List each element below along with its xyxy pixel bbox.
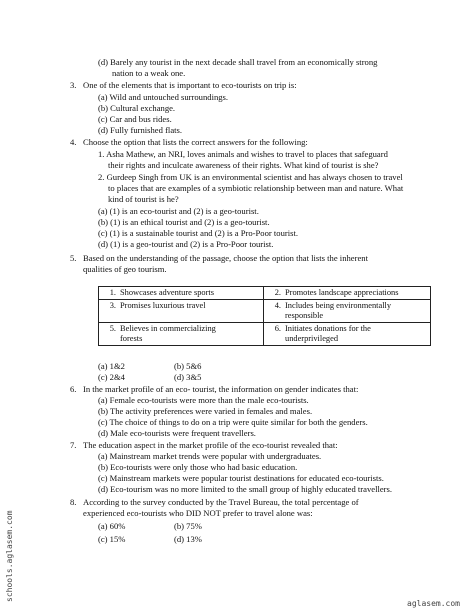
q8-option-c: (c) 15% — [98, 534, 126, 544]
item-text: responsible — [285, 311, 324, 320]
q4-option-c: (c) (1) is a sustainable tourist and (2) is a Pro-Poor tourist. — [98, 228, 299, 238]
footer-watermark: aglasem.com — [407, 599, 460, 608]
table-row — [99, 300, 431, 323]
qualities-table — [98, 286, 431, 346]
q7-number: 7. — [70, 440, 77, 450]
q4-option-a: (a) (1) is an eco-tourist and (2) is a geo-tourist. — [98, 206, 259, 216]
q2-option-d-line2: nation to a weak one. — [112, 68, 186, 78]
item-text: Initiates donations for the — [285, 324, 371, 333]
q8-option-d: (d) 13% — [174, 534, 202, 544]
q5-option-a: (a) 1&2 — [98, 361, 125, 371]
item-text: Promises luxurious travel — [120, 301, 206, 310]
q3-option-c: (c) Car and bus rides. — [98, 114, 172, 124]
table-cell — [264, 300, 431, 323]
q7-option-d: (d) Eco-tourism was no more limited to the small group of highly educated travellers. — [98, 484, 393, 494]
item-number: 5. — [109, 324, 116, 333]
q7-option-c: (c) Mainstream markets were popular tourist destinations for educated eco-tourists. — [98, 473, 384, 483]
side-watermark: schools.aglasem.com — [5, 510, 14, 602]
q4-statement-1-line1: 1. Asha Mathew, an NRI, loves animals and wishes to travel to places that safeguard — [98, 149, 388, 159]
item-text: Promotes landscape appreciations — [285, 288, 399, 297]
q5-number: 5. — [70, 253, 77, 263]
item-number: 6. — [274, 324, 281, 333]
q6-option-c: (c) The choice of things to do on a trip were quite similar for both the genders. — [98, 417, 368, 427]
q6-option-a: (a) Female eco-tourists were more than the male eco-tourists. — [98, 395, 309, 405]
item-text: forests — [120, 334, 143, 343]
q5-option-b: (b) 5&6 — [174, 361, 202, 371]
table-cell — [264, 287, 431, 300]
q4-statement-2-line1: 2. Gurdeep Singh from UK is an environmental scientist and has always chosen to travel — [98, 172, 403, 182]
q6-stem: In the market profile of an eco- tourist, the information on gender indicates that: — [83, 384, 359, 394]
q6-option-b: (b) The activity preferences were varied in females and males. — [98, 406, 313, 416]
q5-option-d: (d) 3&5 — [174, 372, 202, 382]
q6-option-d: (d) Male eco-tourists were frequent travellers. — [98, 428, 256, 438]
q8-stem-line2: experienced eco-tourists who DID NOT prefer to travel alone was: — [83, 508, 313, 518]
item-number: 3. — [109, 301, 116, 310]
q5-stem-line1: Based on the understanding of the passage, choose the option that lists the inherent — [83, 253, 368, 263]
table-row — [99, 287, 431, 300]
table-row — [99, 323, 431, 346]
item-number: 4. — [274, 301, 281, 310]
item-text: Believes in commercializing — [120, 324, 216, 333]
q7-option-a: (a) Mainstream market trends were popular with undergraduates. — [98, 451, 322, 461]
item-text: underprivileged — [285, 334, 339, 343]
q8-stem-line1: According to the survey conducted by the Travel Bureau, the total percentage of — [83, 497, 359, 507]
q5-option-c: (c) 2&4 — [98, 372, 125, 382]
q7-option-b: (b) Eco-tourists were only those who had basic education. — [98, 462, 298, 472]
q4-option-b: (b) (1) is an ethical tourist and (2) is a geo-tourist. — [98, 217, 270, 227]
q3-option-a: (a) Wild and untouched surroundings. — [98, 92, 229, 102]
table-cell — [264, 323, 431, 346]
q3-option-d: (d) Fully furnished flats. — [98, 125, 183, 135]
table-cell — [99, 300, 264, 323]
q4-stem: Choose the option that lists the correct answers for the following: — [83, 137, 308, 147]
item-text: Includes being environmentally — [285, 301, 392, 310]
item-text: Showcases adventure sports — [120, 288, 214, 297]
q8-number: 8. — [70, 497, 77, 507]
q8-option-a: (a) 60% — [98, 521, 126, 531]
q5-stem-line2: qualities of geo tourism. — [83, 264, 167, 274]
table-cell — [99, 287, 264, 300]
item-number: 1. — [109, 288, 116, 297]
q2-option-d-line1: (d) Barely any tourist in the next decade shall travel from an economically strong — [98, 57, 378, 67]
table-cell — [99, 323, 264, 346]
q4-statement-2-line3: kind of tourist is he? — [108, 194, 179, 204]
q4-statement-1-line2: their rights and inculcate awareness of their rights. What kind of tourist is she? — [108, 160, 379, 170]
q3-option-b: (b) Cultural exchange. — [98, 103, 176, 113]
q6-number: 6. — [70, 384, 77, 394]
q7-stem: The education aspect in the market profile of the eco-tourist revealed that: — [83, 440, 338, 450]
q4-number: 4. — [70, 137, 77, 147]
q8-option-b: (b) 75% — [174, 521, 202, 531]
q4-statement-2-line2: to places that are examples of a symbiotic relationship between man and nature. What — [108, 183, 404, 193]
item-number: 2. — [274, 288, 281, 297]
q3-stem: One of the elements that is important to eco-tourists on trip is: — [83, 80, 297, 90]
q3-number: 3. — [70, 80, 77, 90]
q4-option-d: (d) (1) is a geo-tourist and (2) is a Pro-Poor tourist. — [98, 239, 274, 249]
